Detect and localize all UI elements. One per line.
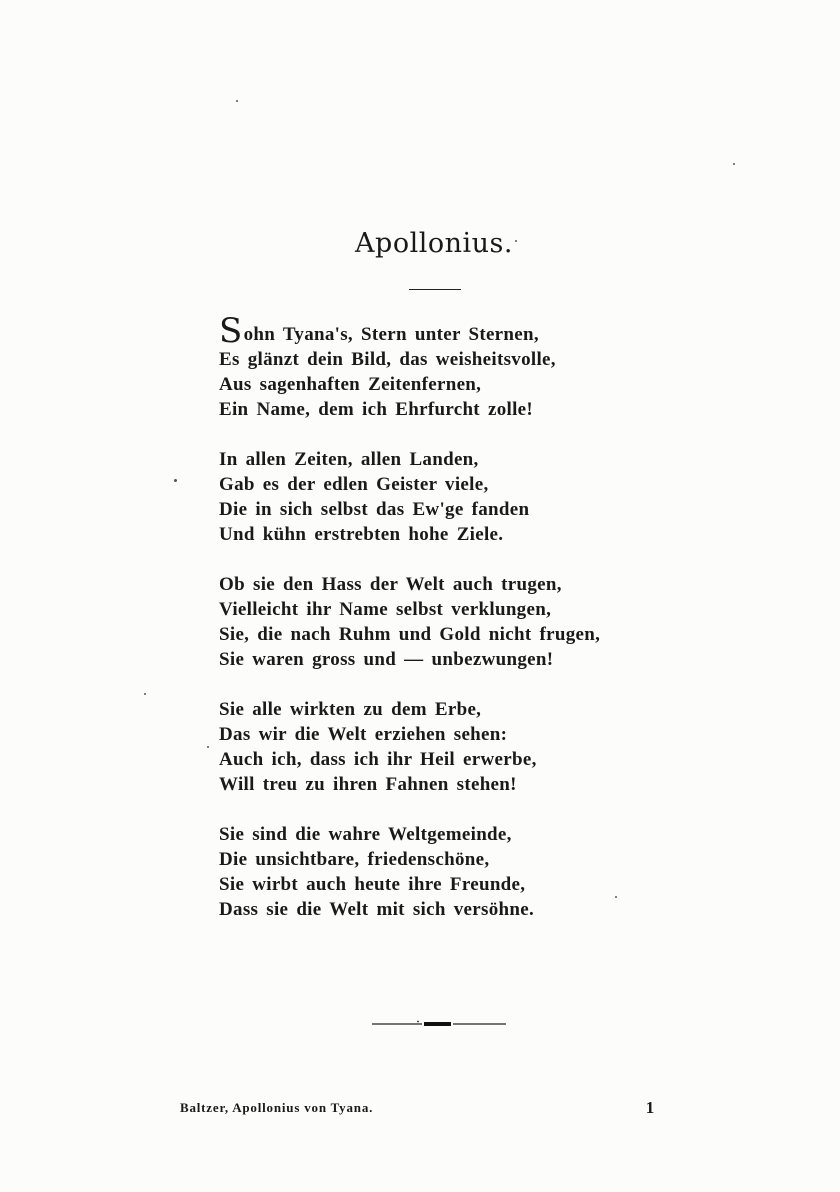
end-ornament [372,1020,506,1028]
poem-line: Gab es der edlen Geister viele, [219,474,489,495]
paper-speck [144,693,146,695]
poem-line: Auch ich, dass ich ihr Heil erwerbe, [219,749,537,770]
paper-speck [236,100,238,102]
poem-line: In allen Zeiten, allen Landen, [219,449,479,470]
poem-line: Das wir die Welt erziehen sehen: [219,724,508,745]
poem-line: Ob sie den Hass der Welt auch trugen, [219,574,562,595]
poem-line: Es glänzt dein Bild, das weisheitsvolle, [219,349,556,370]
poem-line [219,311,679,351]
paper-speck [515,240,517,242]
poem-line: Will treu zu ihren Fahnen stehen! [219,774,517,795]
poem-line: Sie sind die wahre Weltgemeinde, [219,824,512,845]
stanza-5 [219,822,679,922]
poem-line: Sie, die nach Ruhm und Gold nicht frugen, [219,624,601,645]
poem-line: Ein Name, dem ich Ehrfurcht zolle! [219,399,534,420]
stanza-1 [219,311,679,422]
page-title: Apollonius. [355,228,513,259]
poem-line: Sie wirbt auch heute ihre Freunde, [219,874,526,895]
stanza-3 [219,572,679,672]
paper-speck [174,479,177,482]
poem-line: Die in sich selbst das Ew'ge fanden [219,499,530,520]
poem-line: Vielleicht ihr Name selbst verklungen, [219,599,552,620]
title-rule [409,289,461,290]
paper-speck [733,163,735,165]
stanza-2 [219,447,679,547]
poem-line: Und kühn erstrebten hohe Ziele. [219,524,504,545]
poem-line: Sie waren gross und — unbezwungen! [219,649,554,670]
footer-signature: Baltzer, Apollonius von Tyana. [180,1100,374,1115]
poem-line: Dass sie die Welt mit sich versöhne. [219,899,535,920]
paper-speck [207,746,209,748]
poem-line: Die unsichtbare, friedenschöne, [219,849,490,870]
poem [219,311,679,947]
paper-speck [615,896,617,898]
stanza-4 [219,697,679,797]
poem-line: Aus sagenhaften Zeitenfernen, [219,374,482,395]
page-number: 1 [645,1098,655,1117]
drop-cap: S [219,311,243,351]
poem-line-text: ohn Tyana's, Stern unter Sternen, [243,324,539,345]
poem-line: Sie alle wirkten zu dem Erbe, [219,699,482,720]
